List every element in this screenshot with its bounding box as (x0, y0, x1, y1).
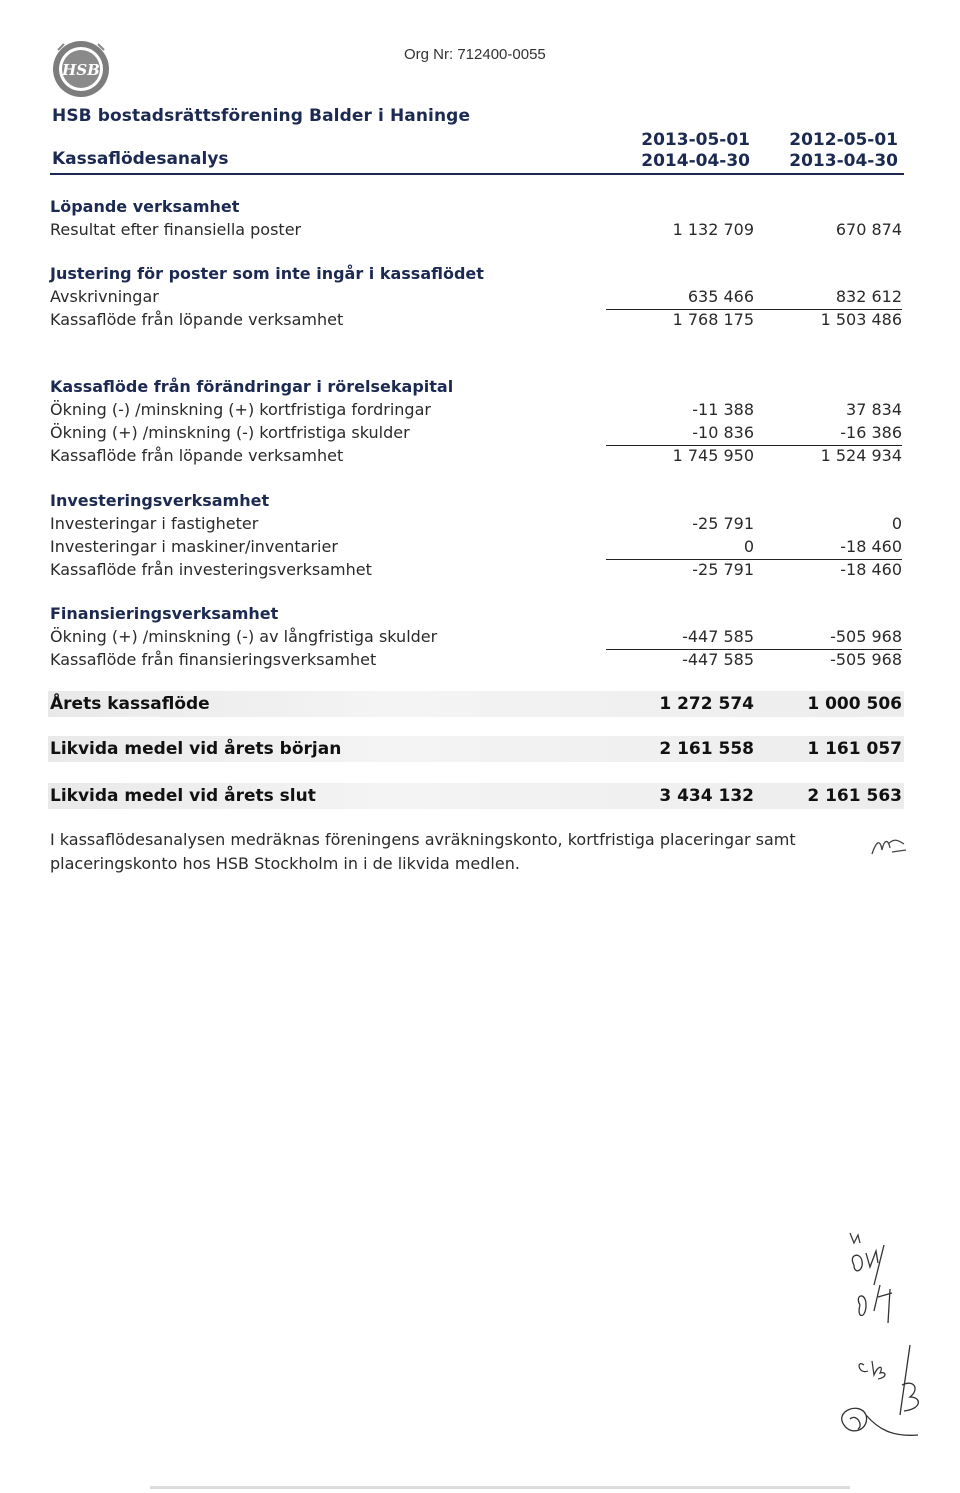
row-label: Ökning (+) /minskning (-) kortfristiga skulder (50, 423, 410, 442)
value-period-1: -10 836 (606, 422, 754, 446)
value-period-1: 0 (606, 536, 754, 560)
row-label: Kassaflöde från finansieringsverksamhet (50, 650, 377, 669)
subtotal-row (0, 309, 960, 331)
hsb-logo (50, 38, 112, 100)
svg-text:HSB: HSB (62, 61, 100, 79)
period-1-header (590, 130, 750, 172)
value-period-1: 1 745 950 (672, 446, 754, 465)
value-period-2: -16 386 (754, 422, 902, 446)
row-label: Resultat efter finansiella poster (50, 220, 302, 239)
table-row (0, 219, 960, 241)
row-label: Kassaflöde från löpande verksamhet (50, 310, 344, 329)
total-period-2: 1 161 057 (807, 739, 902, 759)
section-heading-row (0, 603, 960, 625)
period-2-end: 2013-04-30 (789, 151, 898, 171)
row-label: Investeringar i maskiner/inventarier (50, 537, 338, 556)
row-label: Kassaflöde från löpande verksamhet (50, 446, 344, 465)
table-row (0, 286, 960, 308)
row-label: Ökning (+) /minskning (-) av långfristiga skulder (50, 627, 438, 646)
section-heading-row (0, 196, 960, 218)
table-row (0, 536, 960, 558)
total-label: Likvida medel vid årets början (50, 739, 342, 759)
total-row (0, 693, 960, 715)
page-title: Kassaflödesanalys (52, 149, 229, 169)
subtotal-row (0, 649, 960, 671)
footnote: I kassaflödesanalysen medräknas föreningens avräkningskonto, kortfristiga placeringar samt placeringskonto hos HSB Stockholm in i de likvida medlen. (50, 830, 796, 873)
row-label: Avskrivningar (50, 287, 159, 306)
value-period-1: 635 466 (606, 286, 754, 310)
section-heading: Kassaflöde från förändringar i rörelsekapital (50, 377, 454, 396)
handwritten-initials (868, 832, 908, 858)
section-heading: Löpande verksamhet (50, 197, 240, 216)
value-period-2: -18 460 (840, 560, 902, 579)
section-heading-row (0, 490, 960, 512)
period-1-start: 2013-05-01 (641, 130, 750, 150)
value-period-2: -505 968 (754, 626, 902, 650)
total-row (0, 738, 960, 760)
value-period-2: -18 460 (754, 536, 902, 560)
row-label: Kassaflöde från investeringsverksamhet (50, 560, 372, 579)
total-period-1: 2 161 558 (659, 739, 754, 759)
value-period-1: -11 388 (692, 400, 754, 419)
value-period-1: -447 585 (606, 626, 754, 650)
total-period-1: 1 272 574 (659, 694, 754, 714)
value-period-1: 1 132 709 (672, 220, 754, 239)
org-number: Org Nr: 712400-0055 (404, 46, 546, 63)
header-divider (50, 173, 904, 175)
row-label: Ökning (-) /minskning (+) kortfristiga fordringar (50, 400, 431, 419)
subtotal-row (0, 559, 960, 581)
total-period-2: 1 000 506 (807, 694, 902, 714)
value-period-2: 37 834 (846, 400, 902, 419)
value-period-2: -505 968 (830, 650, 902, 669)
total-label: Årets kassaflöde (50, 694, 210, 714)
value-period-2: 832 612 (754, 286, 902, 310)
value-period-1: -25 791 (692, 514, 754, 533)
value-period-2: 670 874 (835, 220, 902, 239)
period-2-header (738, 130, 898, 172)
handwritten-signatures (830, 1215, 940, 1455)
section-heading: Investeringsverksamhet (50, 491, 270, 510)
period-2-start: 2012-05-01 (789, 130, 898, 150)
scan-artifact-line (150, 1486, 850, 1489)
value-period-2: 0 (891, 514, 902, 533)
section-heading-row (0, 376, 960, 398)
table-row (0, 626, 960, 648)
section-heading: Finansieringsverksamhet (50, 604, 279, 623)
value-period-1: -25 791 (692, 560, 754, 579)
row-label: Investeringar i fastigheter (50, 514, 259, 533)
value-period-1: 1 768 175 (672, 310, 754, 329)
value-period-1: -447 585 (682, 650, 754, 669)
subtotal-row (0, 445, 960, 467)
section-heading-row (0, 263, 960, 285)
table-row (0, 513, 960, 535)
table-row (0, 399, 960, 421)
total-period-1: 3 434 132 (659, 786, 754, 806)
period-1-end: 2014-04-30 (641, 151, 750, 171)
value-period-2: 1 503 486 (820, 310, 902, 329)
table-row (0, 422, 960, 444)
total-period-2: 2 161 563 (807, 786, 902, 806)
total-row (0, 785, 960, 807)
association-name: HSB bostadsrättsförening Balder i Haninge (52, 106, 471, 126)
value-period-2: 1 524 934 (820, 446, 902, 465)
total-label: Likvida medel vid årets slut (50, 786, 316, 806)
section-heading: Justering för poster som inte ingår i kassaflödet (50, 264, 484, 283)
